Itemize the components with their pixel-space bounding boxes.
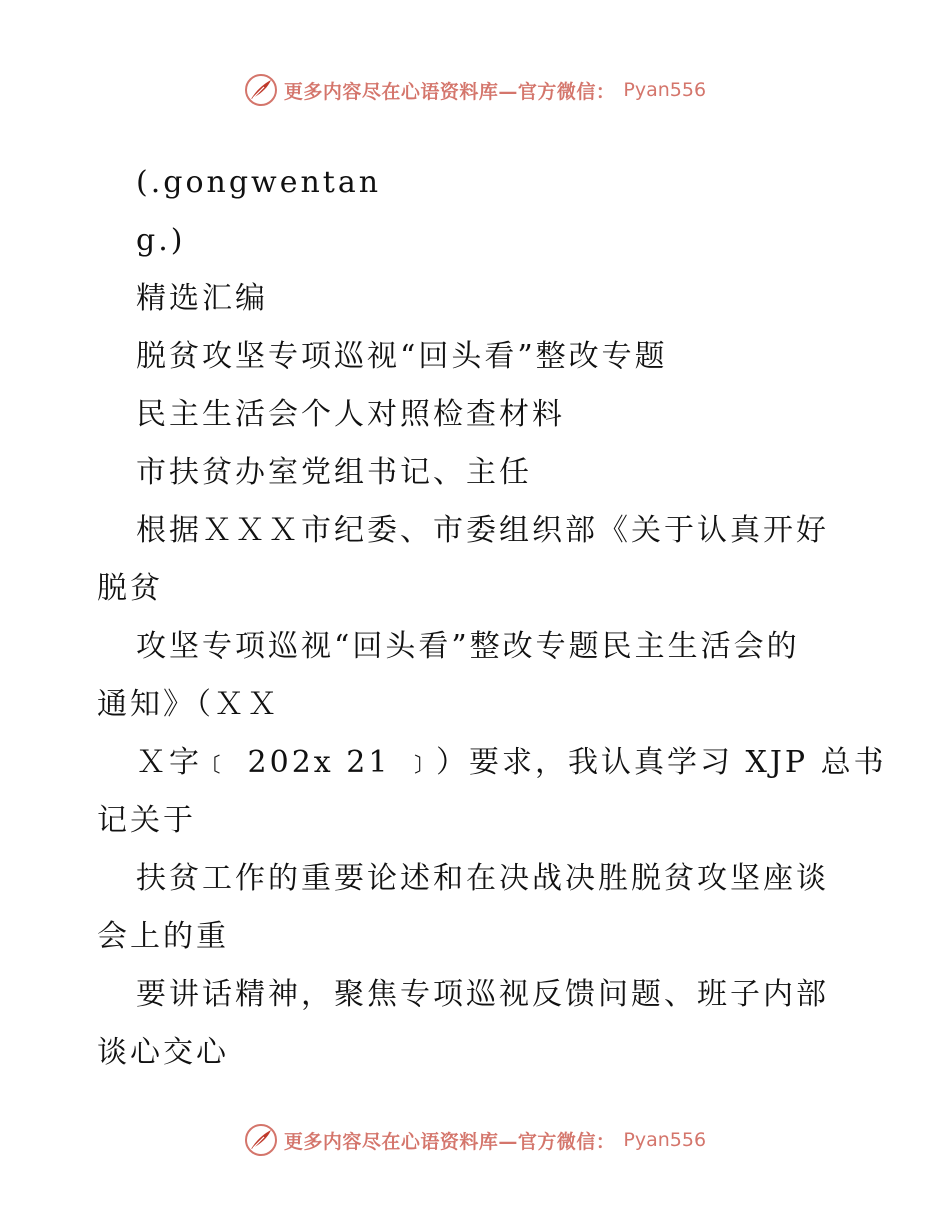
text-line: 会上的重 — [97, 919, 229, 954]
header-watermark-banner — [0, 70, 950, 110]
text-line: (.gongwentan — [136, 165, 382, 200]
text-line: 市扶贫办室党组书记、主任 — [136, 455, 532, 490]
feather-pen-logo-icon — [244, 1123, 278, 1157]
text-line: 扶贫工作的重要论述和在决战决胜脱贫攻坚座谈 — [136, 861, 829, 896]
feather-pen-logo-icon — [244, 73, 278, 107]
text-line: 通知》（ＸＸ — [97, 687, 280, 722]
text-line: 谈心交心 — [97, 1035, 229, 1070]
footer-banner-handle: Pyan556 — [623, 1129, 707, 1151]
text-line: g.) — [136, 223, 186, 258]
text-line: Ｘ字﹝ 202x 21 ﹞）要求，我认真学习 XJP 总书 — [136, 745, 887, 780]
text-line: 攻坚专项巡视“回头看”整改专题民主生活会的 — [136, 629, 800, 664]
document-body — [97, 154, 887, 1082]
text-line: 脱贫攻坚专项巡视“回头看”整改专题 — [136, 339, 668, 374]
text-line: 脱贫 — [97, 571, 163, 606]
footer-watermark-banner — [0, 1120, 950, 1160]
text-line: 记关于 — [97, 803, 196, 838]
text-line: 民主生活会个人对照检查材料 — [136, 397, 565, 432]
text-line: 要讲话精神，聚焦专项巡视反馈问题、班子内部 — [136, 977, 829, 1012]
text-line: 精选汇编 — [136, 281, 268, 316]
header-banner-text: 更多内容尽在心语资料库—官方微信： — [283, 80, 616, 103]
footer-banner-text: 更多内容尽在心语资料库—官方微信： — [283, 1130, 616, 1153]
text-line: 根据ＸＸＸ市纪委、市委组织部《关于认真开好 — [136, 513, 829, 548]
header-banner-handle: Pyan556 — [623, 79, 707, 101]
